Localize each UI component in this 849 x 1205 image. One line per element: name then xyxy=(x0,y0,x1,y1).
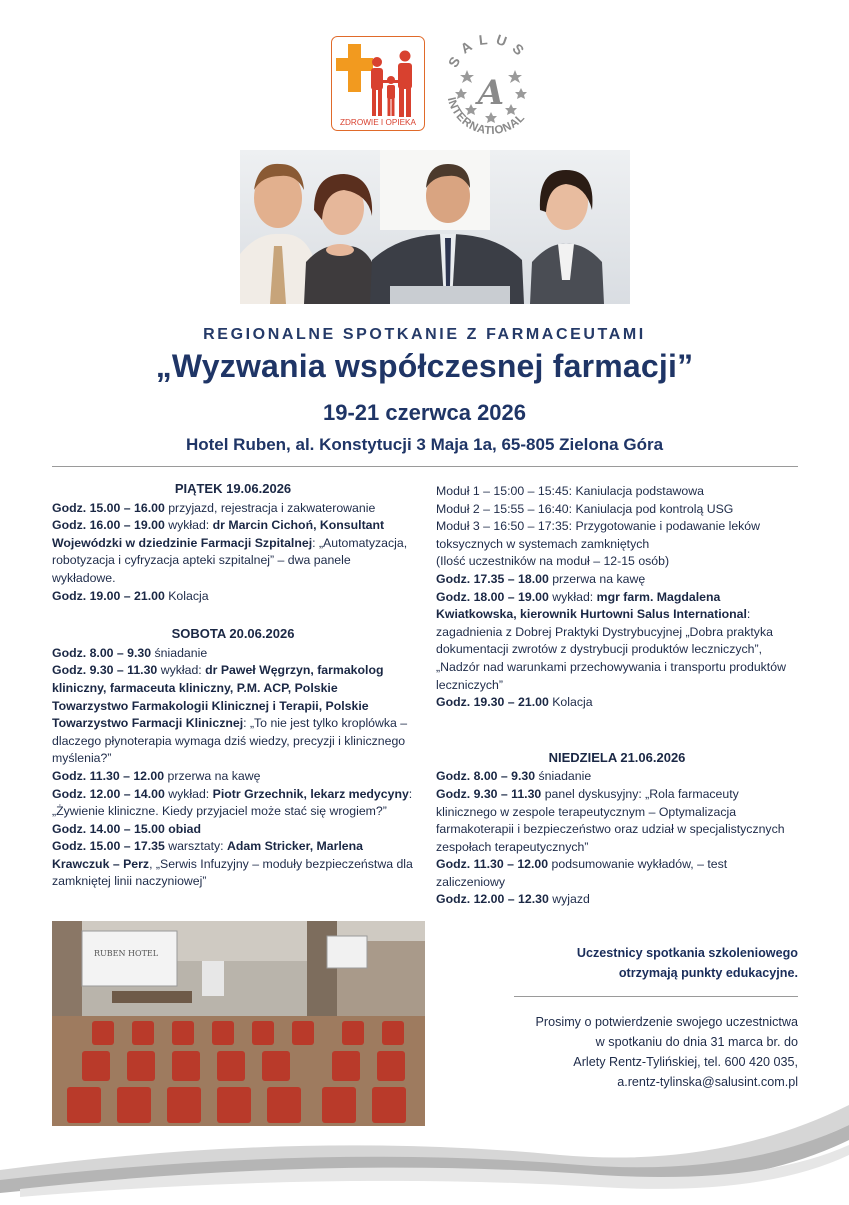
header-divider xyxy=(52,466,798,467)
schedule-left-column xyxy=(52,480,414,891)
friday-item: Godz. 16.00 – 19.00 wykład: dr Marcin Cichoń, Konsultant Wojewódzki w dziedzinie Farmacji Szpitalnej: „Automatyzacja, robotyzacja i cyfryzacja apteki szpitalnej” – dwa panele wykładowe. xyxy=(52,518,408,585)
saturday-heading: SOBOTA 20.06.2026 xyxy=(171,626,295,642)
contact-email[interactable]: a.rentz-tylinska@salusint.com.pl xyxy=(617,1075,798,1089)
team-photo xyxy=(240,150,630,304)
sunday-item: Godz. 12.00 – 12.30 wyjazd xyxy=(436,892,590,907)
saturday-item: Godz. 11.30 – 12.00 przerwa na kawę xyxy=(52,768,261,783)
schedule-item: Godz. 19.30 – 21.00 Kolacja xyxy=(436,695,593,710)
sunday-item: Godz. 8.00 – 9.30 śniadanie xyxy=(436,769,592,784)
registration-contact: Prosimy o potwierdzenie swojego uczestnictwa w spotkaniu do dnia 31 marca br. do Arlety Rentz-Tylińskiej, tel. 600 420 035, a.rentz-tylinska@salusint.com.pl xyxy=(470,1012,798,1092)
svg-text:RUBEN HOTEL: RUBEN HOTEL xyxy=(94,949,159,958)
svg-text:ZDROWIE I OPIEKA: ZDROWIE I OPIEKA xyxy=(340,118,416,127)
event-title: „Wyzwania współczesnej farmacji” xyxy=(155,348,694,384)
friday-item: Godz. 15.00 – 16.00 przyjazd, rejestracja i zakwaterowanie xyxy=(52,500,376,515)
footer-divider xyxy=(514,996,798,997)
zdrowie-i-opieka-logo xyxy=(331,36,425,131)
saturday-item: Godz. 12.00 – 14.00 wykład: Piotr Grzechnik, lekarz medycyny: „Żywienie kliniczne. Kiedy przyjaciel może stać się wrogiem?” xyxy=(52,786,413,819)
schedule-item: Godz. 17.35 – 18.00 przerwa na kawę xyxy=(436,571,646,586)
module-note: (Ilość uczestników na moduł – 12-15 osób) xyxy=(436,554,670,569)
svg-text:INTERNATIONAL: INTERNATIONAL xyxy=(444,96,528,138)
event-subtitle: REGIONALNE SPOTKANIE Z FARMACEUTAMI xyxy=(203,326,646,343)
schedule-item: Godz. 18.00 – 19.00 wykład: mgr farm. Magdalena Kwiatkowska, kierownik Hurtowni Salus International: zagadnienia z Dobrej Praktyki Dystrybucyjnej „Dobra praktyka dokumentacji zwrotów z dystrybucji produktów leczniczych”, „Nadzór nad warunkami przechowywania i transportu produktów leczniczych” xyxy=(436,589,786,692)
saturday-item: Godz. 9.30 – 11.30 wykład: dr Paweł Węgrzyn, farmakolog kliniczny, farmaceuta kliniczny, P.M. ACP, Polskie Towarzystwo Farmakologii Klinicznej i Terapii, Polskie Towarzystwo Farmacji Klinicznej: „To nie jest tylko kroplówka – dlaczego płynoterapia wymaga dziś wiedzy, precyzji i klinicznego myślenia?” xyxy=(52,663,408,766)
saturday-item: Godz. 14.00 – 15.00 obiad xyxy=(52,821,201,836)
sunday-heading: NIEDZIELA 21.06.2026 xyxy=(548,749,686,765)
education-points-note: Uczestnicy spotkania szkoleniowego otrzymają punkty edukacyjne. xyxy=(576,946,798,980)
svg-text:SALUS: SALUS xyxy=(444,30,533,71)
schedule-right-column xyxy=(436,483,798,909)
salus-international-logo xyxy=(437,30,545,138)
sunday-item: Godz. 9.30 – 11.30 panel dyskusyjny: „Rola farmaceuty klinicznego w zespole terapeutycznym – Optymalizacja farmakoterapii i bezpieczeństwo oraz udział w specjalistycznych zespołach terapeutycznych” xyxy=(436,786,785,854)
event-venue: Hotel Ruben, al. Konstytucji 3 Maja 1a, 65-805 Zielona Góra xyxy=(185,435,664,454)
saturday-item: Godz. 8.00 – 9.30 śniadanie xyxy=(52,645,208,660)
saturday-item: Godz. 15.00 – 17.35 warsztaty: Adam Stricker, Marlena Krawczuk – Perz, „Serwis Infuzyjny – moduły bezpieczeństwa dla zamkniętej linii naczyniowej” xyxy=(52,839,413,889)
friday-item: Godz. 19.00 – 21.00 Kolacja xyxy=(52,588,209,603)
event-dates: 19-21 czerwca 2026 xyxy=(322,400,527,425)
module-item: Moduł 1 – 15:00 – 15:45: Kaniulacja podstawowa xyxy=(436,484,704,498)
sunday-item: Godz. 11.30 – 12.00 podsumowanie wykładów, – test zaliczeniowy xyxy=(436,857,728,889)
decorative-swoosh xyxy=(0,1085,849,1200)
module-item: Moduł 3 – 16:50 – 17:35: Przygotowanie i podawanie leków toksycznych w systemach zamkniętych xyxy=(436,519,761,551)
friday-heading: PIĄTEK 19.06.2026 xyxy=(174,481,292,496)
svg-text:A: A xyxy=(477,73,505,113)
module-item: Moduł 2 – 15:55 – 16:40: Kaniulacja pod kontrolą USG xyxy=(436,501,734,516)
